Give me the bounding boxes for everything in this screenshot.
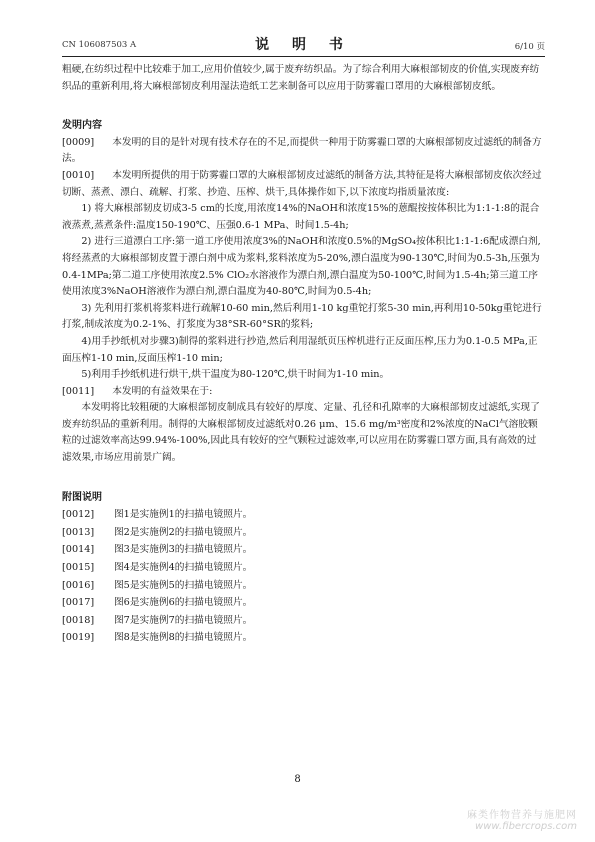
paragraph-number: [0015] [62,562,95,574]
paragraph-number: [0010] [62,169,95,181]
figure-item [62,541,545,559]
document-body [62,62,545,647]
figure-caption: 图4是实施例4的扫描电镜照片。 [114,562,253,574]
figure-item [62,594,545,612]
step-1: 1) 将大麻根部韧皮切成3-5 cm的长度,用浓度14%的NaOH和浓度15%的蒽醌按按体积比为1:1-1:8的混合液蒸煮,蒸煮条件:温度150-190℃、压强0.6-1 MPa、时间1.5-4h; [62,203,540,231]
paragraph-number: [0009] [62,136,95,148]
paragraph-0011 [62,384,545,401]
figure-caption: 图7是实施例7的扫描电镜照片。 [114,614,253,626]
benefit-paragraph: 本发明将比较粗硬的大麻根部韧皮制成具有较好的厚度、定量、孔径和孔隙率的大麻根部韧皮过滤纸,实现了废弃纺织品的重新利用。制得的大麻根部韧皮过滤纸对0.26 μm、15.6 mg/m³密度和2%浓度的NaCl气溶胶颗粒的过滤效率高达99.94%-100%,因此具有较好的空气颗粒过滤效率,可以应用在防雾霾口罩方面,具有高效的过滤效果,市场应用前景广阔。 [62,402,540,464]
step-4: 4)用手抄纸机对步骤3)制得的浆料进行抄造,然后利用湿纸页压榨机进行正反面压榨,压力为0.1-0.5 MPa,正面压榨1-10 min,反面压榨1-10 min; [62,335,538,364]
paragraph-number: [0019] [62,632,95,644]
figure-caption: 图6是实施例6的扫描电镜照片。 [114,597,253,609]
step-5: 5)利用手抄纸机进行烘干,烘干温度为80-120℃,烘干时间为1-10 min。 [81,369,390,381]
section-heading-invention: 发明内容 [62,120,102,132]
figure-item [62,577,545,595]
page-info: 6/10 页 [514,42,545,52]
paragraph-number: [0011] [62,385,95,397]
paragraph-text: 本发明的目的是针对现有技术存在的不足,而提供一种用于防雾霾口罩的大麻根部韧皮过滤纸的制备方法。 [62,136,542,165]
paragraph-number: [0016] [62,579,95,591]
paragraph-number: [0017] [62,597,95,609]
step-2: 2) 进行三道漂白工序:第一道工序使用浓度3%的NaOH和浓度0.5%的MgSO₄按体积比1:1-1:6配成漂白剂,将经蒸煮的大麻根部韧皮置于漂白剂中成为浆料,浆料浓度为5-20%,漂白温度为90-130℃,时间为0.5-3h,压强为0.4-1MPa;第二道工序使用浓度2.5% ClO₂水溶液作为漂白剂,漂白温度为50-100℃,时间为1.5-4h;第三道工序使用浓度3%NaOH溶液作为漂白剂,漂白温度为40-80℃,时间为0.5-4h; [62,236,541,298]
figure-caption: 图5是实施例5的扫描电镜照片。 [114,579,253,591]
patent-number: CN 106087503 A [62,40,137,50]
paragraph-number: [0012] [62,509,95,521]
figure-caption: 图8是实施例8的扫描电镜照片。 [114,632,253,644]
site-watermark [467,806,577,832]
document-title: 说 明 书 [255,37,352,53]
figure-item [62,612,545,630]
step-3: 3) 先利用打浆机将浆料进行疏解10-60 min,然后利用1-10 kg重铊打浆5-30 min,再利用10-50kg重铊进行打浆,制成浓度为0.2-1%、打浆度为38°SR-60°SR的浆料; [62,302,542,331]
paragraph-0010 [62,168,545,201]
section-heading-figures: 附图说明 [62,491,102,503]
paragraph-number: [0014] [62,544,95,556]
figure-caption: 图1是实施例1的扫描电镜照片。 [114,509,253,521]
paragraph-number: [0013] [62,526,95,538]
figure-item [62,506,545,524]
figure-item [62,524,545,542]
header-rule [62,56,545,57]
watermark-name: 麻类作物营养与施肥网 [467,810,577,821]
paragraph-number: [0018] [62,614,95,626]
figure-caption: 图2是实施例2的扫描电镜照片。 [114,526,253,538]
figure-item [62,629,545,647]
figure-caption: 图3是实施例3的扫描电镜照片。 [114,544,253,556]
intro-paragraph: 粗硬,在纺织过程中比较难于加工,应用价值较少,属于废弃纺织品。为了综合利用大麻根部韧皮的价值,实现废弃纺织品的重新利用,将大麻根部韧皮利用湿法造纸工艺来制备可以应用于防雾霾口罩用的大麻根部韧皮纸。 [62,64,540,92]
watermark-url: www.fibercrops.com [475,821,577,832]
paragraph-text: 本发明的有益效果在于: [112,385,213,397]
page-number: 8 [294,774,301,785]
paragraph-text: 本发明所提供的用于防雾霾口罩的大麻根部韧皮过滤纸的制备方法,其特征是将大麻根部韧皮依次经过切断、蒸煮、漂白、疏解、打浆、抄造、压榨、烘干,具体操作如下,以下浓度均指质量浓度: [62,169,542,198]
paragraph-0009 [62,135,545,168]
figure-item [62,559,545,577]
page-header [62,34,545,56]
